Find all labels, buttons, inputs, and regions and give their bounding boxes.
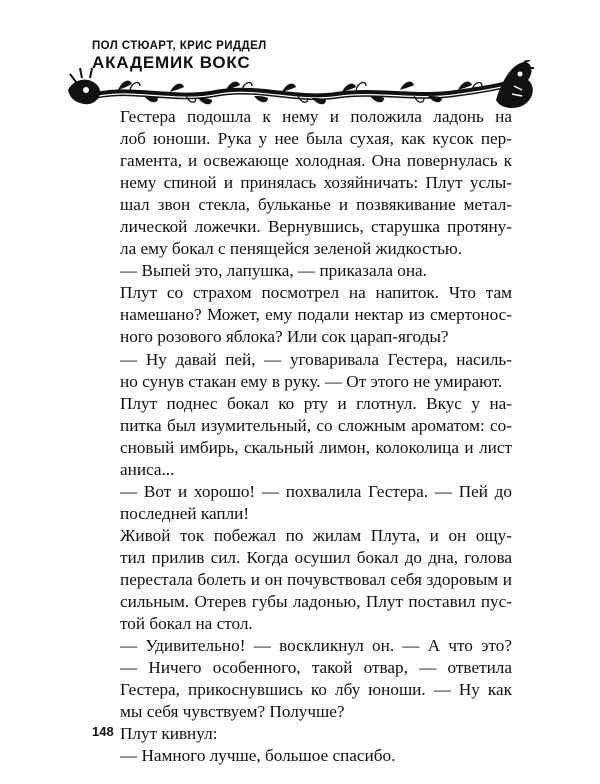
body-line: — Вот и хорошо! — похвалила Гестера. — Пей до (120, 481, 512, 501)
body-line: гамента, и освежающе холодная. Она повернулась к (120, 151, 512, 171)
running-header-authors: ПОЛ СТЮАРТ, КРИС РИДДЕЛ (92, 40, 267, 52)
body-line: Гестера подошла к нему и положила ладонь на (120, 107, 512, 126)
body-line: ного розового яблока? Или сок царап-ягоды? (120, 327, 449, 347)
body-line: сновый имбирь, скальный лимон, колоколица и лист (120, 437, 512, 457)
body-line: той бокал на стол. (120, 614, 253, 634)
body-line: — Удивительно! — воскликнул он. — А что это? (120, 636, 512, 656)
body-line: но сунув стакан ему в руку. — От этого не умирают. (120, 371, 503, 391)
body-line: — Ничего особенного, такой отвар, — ответила (120, 658, 512, 678)
body-line: тил прилив сил. Когда осушил бокал до дна, голова (120, 547, 512, 567)
body-line: Гестера, прикоснувшись ко лбу юноши. — Ну как (120, 680, 512, 700)
body-line: нему спиной и принялась хозяйничать: Плут услы- (120, 173, 512, 193)
body-line: Плут кивнул: (120, 724, 218, 744)
body-line: сильным. Отерев губы ладонью, Плут поставил пус- (120, 592, 512, 612)
body-line: ла ему бокал с пенящейся зеленой жидкостью. (120, 239, 463, 259)
page-body-text (120, 106, 512, 767)
page-number: 148 (92, 724, 114, 739)
body-line: лоб юноши. Рука у нее была сухая, как кусок пер- (120, 129, 512, 149)
body-line: шал звон стекла, бульканье и позвякивание метал- (120, 195, 512, 215)
body-line: Плут поднес бокал ко рту и глотнул. Вкус у на- (120, 393, 512, 413)
body-line: Плут со страхом посмотрел на напиток. Что там (120, 283, 512, 303)
body-line: аниса... (120, 459, 175, 479)
body-line: лической ложечки. Вернувшись, старушка протяну- (120, 217, 512, 237)
body-line: перестала болеть и он почувствовал себя здоровым и (120, 569, 512, 589)
body-line: питка был изумительный, со сложным ароматом: со- (120, 415, 512, 435)
body-line: — Намного лучше, большое спасибо. (120, 746, 396, 766)
body-line: — Ну давай пей, — уговаривала Гестера, насиль- (120, 349, 512, 369)
body-line: — Выпей это, лапушка, — приказала она. (120, 261, 427, 281)
body-line: намешано? Может, ему подали нектар из смертонос- (120, 305, 512, 325)
running-header-book-title: АКАДЕМИК ВОКС (92, 53, 251, 72)
body-line: мы себя чувствуем? Получше? (120, 702, 345, 722)
body-line: последней капли! (120, 503, 250, 523)
body-line: Живой ток побежал по жилам Плута, и он ощу- (120, 525, 512, 545)
